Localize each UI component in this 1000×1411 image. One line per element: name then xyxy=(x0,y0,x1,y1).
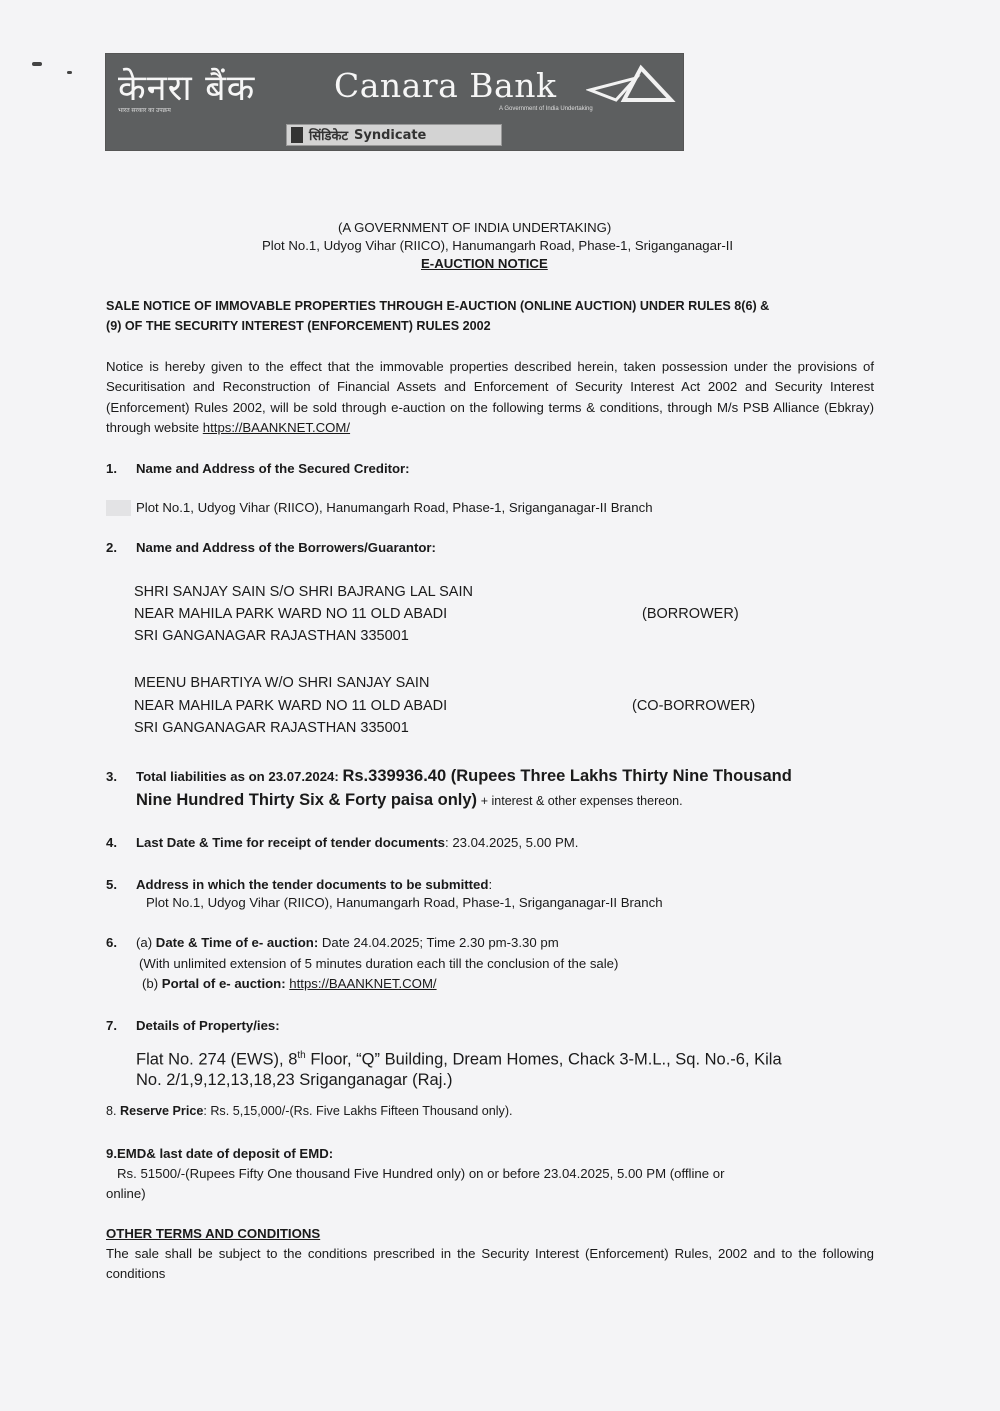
bank-name-english: Canara Bank xyxy=(334,66,557,105)
borrower-address-1: NEAR MAHILA PARK WARD NO 11 OLD ABADI xyxy=(134,606,448,622)
emd-details-line-1: Rs. 51500/-(Rupees Fifty One thousand Five Hundred only) on or before 23.04.2025, 5.00 PM (offline or xyxy=(117,1166,725,1181)
secured-creditor-address: Plot No.1, Udyog Vihar (RIICO), Hanumangarh Road, Phase-1, Sriganganagar-II Branch xyxy=(136,500,653,515)
website-link[interactable]: https://BAANKNET.COM/ xyxy=(202,419,351,435)
coborrower-name: MEENU BHARTIYA W/O SHRI SANJAY SAIN xyxy=(134,675,430,691)
branch-address-line: Plot No.1, Udyog Vihar (RIICO), Hanumangarh Road, Phase-1, Sriganganagar-II xyxy=(262,238,734,253)
coborrower-address-1: NEAR MAHILA PARK WARD NO 11 OLD ABADI xyxy=(134,698,448,714)
borrower-role: (BORROWER) xyxy=(642,606,739,622)
terms-text: The sale shall be subject to the conditions prescribed in the Security Interest (Enforcement) Rules, 2002 and to the following conditions xyxy=(106,1246,874,1282)
item-5-heading: 5. Address in which the tender documents to be submitted: xyxy=(106,877,493,892)
item-4-tender-deadline: 4. Last Date & Time for receipt of tender documents: 23.04.2025, 5.00 PM. xyxy=(106,835,579,850)
liability-amount-2: Nine Hundred Thirty Six & Forty paisa only) xyxy=(136,791,478,809)
item-9-heading: 9.EMD& last date of deposit of EMD: xyxy=(106,1146,334,1161)
notice-title: E-AUCTION NOTICE xyxy=(421,256,548,271)
item-7-heading: 7. Details of Property/ies: xyxy=(106,1018,280,1033)
liability-amount-1: Rs.339936.40 (Rupees Three Lakhs Thirty Nine Thousand xyxy=(342,767,792,785)
portal-link[interactable]: https://BAANKNET.COM/ xyxy=(289,976,437,991)
item-2-heading: 2. Name and Address of the Borrowers/Guarantor: xyxy=(106,540,436,555)
bank-name-hindi: केनरा बैंक xyxy=(118,68,256,109)
item-3-liabilities: 3. Total liabilities as on 23.07.2024: Rs.339936.40 (Rupees Three Lakhs Thirty Nine Thousand xyxy=(106,767,792,785)
notice-text: Notice is hereby given to the effect that the immovable properties described herein, taken possession under the provisions of Securitisation and Reconstruction of Financial Assets and Enforcement of Security Interest Act 2002 and Security Interest (Enforcement) Rules 2002, will be sold through e-auction on the following terms & conditions, through M/s PSB Alliance (Ebkray) through website xyxy=(106,359,874,435)
auction-extension-note: (With unlimited extension of 5 minutes duration each till the conclusion of the sale) xyxy=(139,956,619,971)
terms-heading: OTHER TERMS AND CONDITIONS xyxy=(106,1226,321,1241)
canara-triangle-logo-icon xyxy=(586,64,676,106)
syndicate-english: Syndicate xyxy=(354,127,427,143)
item-1-heading: 1. Name and Address of the Secured Creditor: xyxy=(106,461,410,476)
item-6a-auction-time: 6. (a) Date & Time of e- auction: Date 24.04.2025; Time 2.30 pm-3.30 pm xyxy=(106,935,559,950)
syndicate-hindi: सिंडिकेट xyxy=(309,129,349,144)
item-3-liabilities-cont xyxy=(136,790,683,811)
item-6b-portal: (b) Portal of e- auction: https://BAANKNET.COM/ xyxy=(142,976,437,991)
coborrower-role: (CO-BORROWER) xyxy=(632,698,756,714)
notice-paragraph xyxy=(106,357,874,438)
govt-undertaking-line: (A GOVERNMENT OF INDIA UNDERTAKING) xyxy=(338,220,612,235)
syndicate-badge xyxy=(286,124,502,146)
borrower-name: SHRI SANJAY SAIN S/O SHRI BAJRANG LAL SAIN xyxy=(134,584,473,600)
syndicate-logo-icon xyxy=(291,127,303,143)
property-details-line-1: Flat No. 274 (EWS), 8th Floor, “Q” Building, Dream Homes, Chack 3-M.L., Sq. No.-6, Kila xyxy=(136,1050,782,1069)
tender-submission-address: Plot No.1, Udyog Vihar (RIICO), Hanumangarh Road, Phase-1, Sriganganagar-II Branch xyxy=(146,895,663,910)
emd-details-line-2: online) xyxy=(106,1186,146,1201)
borrower-address-2: SRI GANGANAGAR RAJASTHAN 335001 xyxy=(134,628,409,644)
sale-heading-line-2: (9) OF THE SECURITY INTEREST (ENFORCEMENT) RULES 2002 xyxy=(106,319,491,333)
property-details-line-2: No. 2/1,9,12,13,18,23 Sriganganagar (Raj.) xyxy=(136,1071,453,1089)
sale-heading-line-1: SALE NOTICE OF IMMOVABLE PROPERTIES THROUGH E-AUCTION (ONLINE AUCTION) UNDER RULES 8(6) & xyxy=(106,299,770,313)
bank-tagline-hindi: भारत सरकार का उपक्रम xyxy=(118,108,171,114)
coborrower-address-2: SRI GANGANAGAR RAJASTHAN 335001 xyxy=(134,720,409,736)
liability-suffix: + interest & other expenses thereon. xyxy=(480,794,683,808)
item-8-reserve-price: 8. Reserve Price: Rs. 5,15,000/-(Rs. Five Lakhs Fifteen Thousand only). xyxy=(106,1104,513,1118)
bank-logo-banner xyxy=(105,53,684,151)
highlight-shade xyxy=(106,500,131,516)
bank-tagline-english: A Government of India Undertaking xyxy=(499,106,593,112)
